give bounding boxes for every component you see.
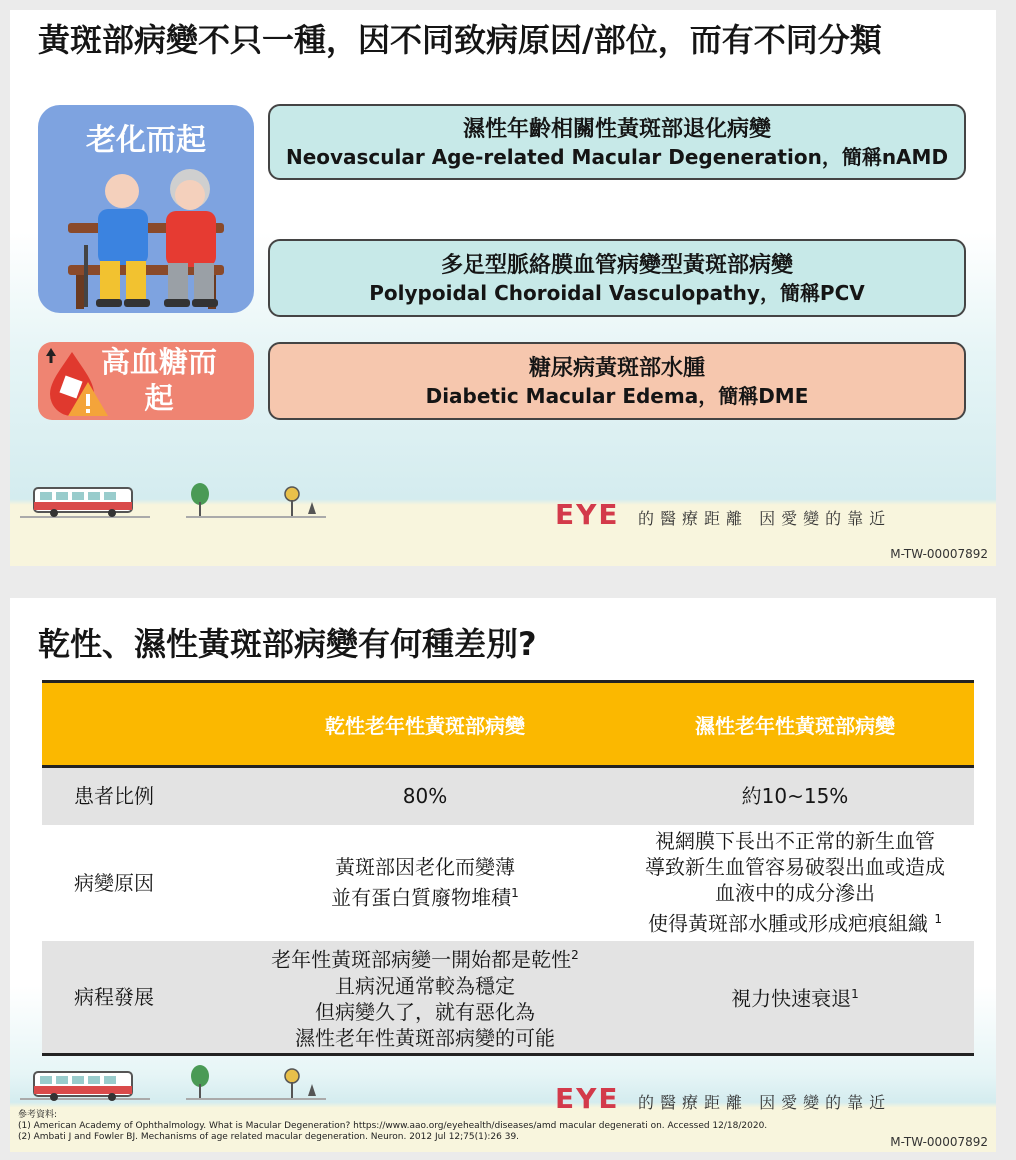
brand-logo: EYE <box>555 1082 620 1115</box>
dme-en: Diabetic Macular Edema，簡稱DME <box>425 384 809 408</box>
cell-line: 老年性黃斑部病變一開始都是乾性$^2$ <box>271 948 579 973</box>
cell-wet: 視力快速衰退$^1$ <box>616 941 974 1055</box>
reference-item: (2) Ambati J and Fowler BJ. Mechanisms of age related macular degeneration. Neuron. 2012 Jul 12;75(1):26 39. <box>18 1132 520 1142</box>
glucose-card <box>38 342 254 420</box>
cell-dry <box>234 941 616 1055</box>
table-row <box>42 767 974 825</box>
cell-line: 且病況通常較為穩定 <box>335 974 515 999</box>
pcv-en: Polypoidal Choroidal Vasculopathy，簡稱PCV <box>369 281 865 305</box>
row-label: 病變原因 <box>42 825 234 941</box>
brand-logo: EYE <box>555 498 620 531</box>
namd-en: Neovascular Age-related Macular Degeneration，簡稱nAMD <box>285 145 949 169</box>
cell-line: 導致新生血管容易破裂出血或造成 <box>645 855 945 880</box>
cell-line: 黃斑部因老化而變薄 <box>335 855 515 880</box>
cell-wet <box>616 825 974 941</box>
glucose-label: 高血糖而起 <box>100 345 217 415</box>
slide-title: 黃斑部病變不只一種，因不同致病原因/部位，而有不同分類 <box>38 21 882 59</box>
pcv-zh: 多足型脈絡膜血管病變型黃斑部病變 <box>440 253 793 278</box>
aging-label: 老化而起 <box>86 123 206 158</box>
pcv-box <box>268 239 966 317</box>
tree-icon <box>282 1066 322 1102</box>
cell-line: 血液中的成分滲出 <box>715 881 875 906</box>
row-label: 患者比例 <box>42 767 234 825</box>
bus-icon <box>32 1070 136 1102</box>
dme-zh: 糖尿病黃斑部水腫 <box>528 356 705 381</box>
table-row <box>42 941 974 1055</box>
table-header-wet: 濕性老年性黃斑部病變 <box>616 682 974 767</box>
slogan: 的醫療距離 因愛變的靠近 <box>638 509 892 528</box>
row-label: 病程發展 <box>42 941 234 1055</box>
table-header-empty <box>42 682 234 767</box>
cell-dry <box>234 825 616 941</box>
dme-box <box>268 342 966 420</box>
references-title: 參考資料: <box>18 1110 58 1120</box>
slide-title: 乾性、濕性黃斑部病變有何種差別? <box>38 625 537 663</box>
tree-icon <box>190 1064 220 1100</box>
bus-icon <box>32 486 136 518</box>
table-row <box>42 825 974 941</box>
reference-item: (1) American Academy of Ophthalmology. What is Macular Degeneration? https://www.aao.org/eyehealth/diseases/amd macular degenerati on. Accessed 12/18/2020. <box>18 1121 768 1131</box>
namd-box <box>268 104 966 180</box>
cell-line: 並有蛋白質廢物堆積$^1$ <box>331 885 519 910</box>
doc-code: M-TW-00007892 <box>890 547 988 561</box>
comparison-table <box>42 680 974 1056</box>
tree-icon <box>282 484 322 520</box>
namd-zh: 濕性年齡相關性黃斑部退化病變 <box>462 117 771 142</box>
slide-comparison <box>10 598 996 1152</box>
cell-line: 濕性老年性黃斑部病變的可能 <box>295 1026 555 1051</box>
cell-wet: 約10~15% <box>616 767 974 825</box>
aging-card <box>38 105 254 313</box>
slogan: 的醫療距離 因愛變的靠近 <box>638 1093 892 1112</box>
slide-classification <box>10 10 996 566</box>
table-header-dry: 乾性老年性黃斑部病變 <box>234 682 616 767</box>
cell-line: 使得黃斑部水腫或形成疤痕組織 $^1$ <box>648 911 942 936</box>
cell-line: 但病變久了，就有惡化為 <box>315 1000 535 1025</box>
tree-icon <box>190 482 220 518</box>
references <box>18 1110 767 1143</box>
doc-code: M-TW-00007892 <box>890 1135 988 1149</box>
elderly-couple-icon <box>38 105 254 313</box>
cell-line: 視網膜下長出不正常的新生血管 <box>655 829 935 854</box>
cell-dry: 80% <box>234 767 616 825</box>
